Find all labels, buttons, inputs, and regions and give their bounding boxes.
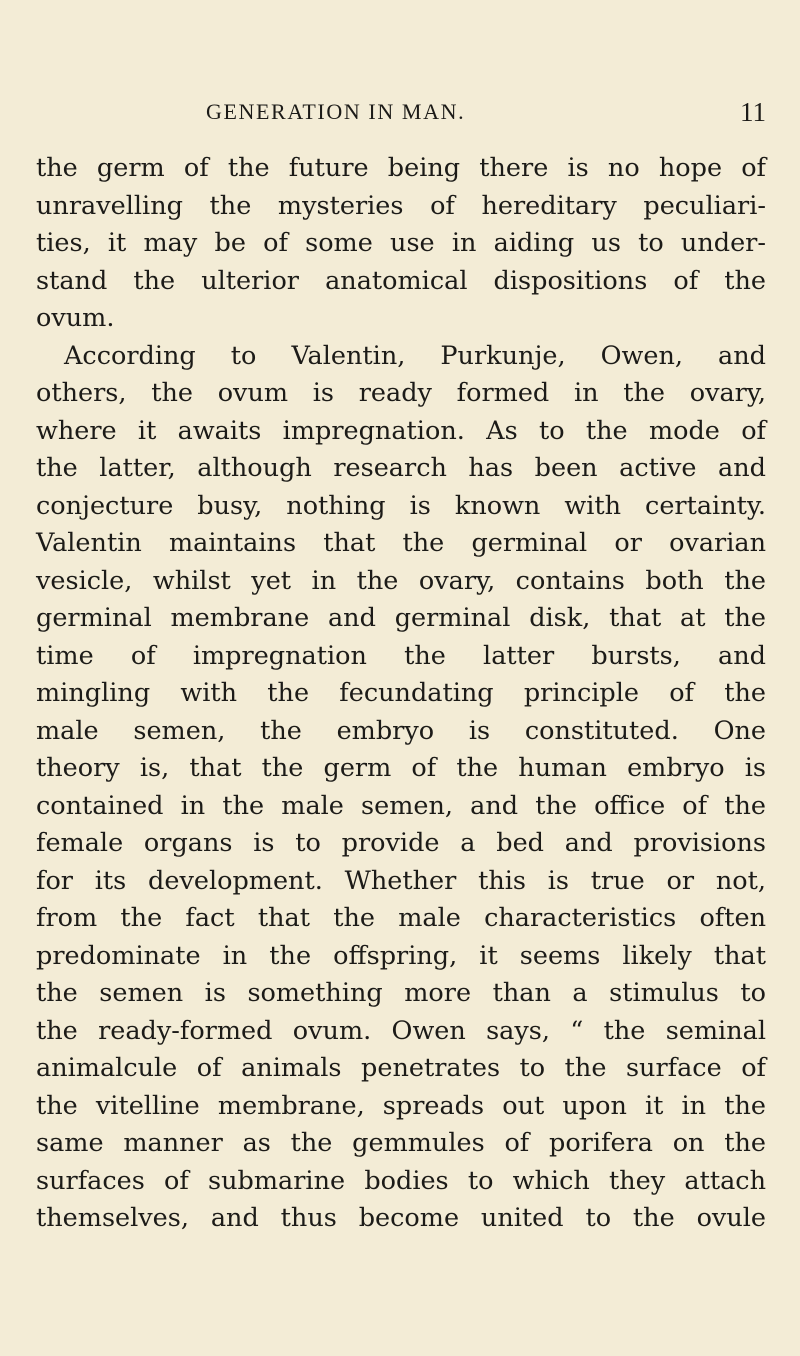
text-line: contained in the male semen, and the office of the [36, 790, 766, 821]
text-line: Valentin maintains that the germinal or ovarian [36, 528, 766, 558]
running-head [36, 96, 766, 128]
text-line: conjecture busy, nothing is known with certainty. [36, 490, 766, 521]
text-line: ovum. [36, 303, 115, 333]
text-line: germinal membrane and germinal disk, that at the [36, 603, 766, 633]
text-line: for its development. Whether this is true or not, [36, 865, 766, 896]
text-line: the semen is something more than a stimulus to [36, 978, 766, 1008]
text-line: unravelling the mysteries of hereditary peculiari- [36, 190, 766, 221]
text-line: predominate in the offspring, it seems likely that [36, 940, 766, 971]
text-line: animalcule of animals penetrates to the surface of [36, 1053, 766, 1083]
text-line: stand the ulterior anatomical dispositions of the [36, 265, 766, 296]
text-line: themselves, and thus become united to the ovule [36, 1203, 766, 1233]
text-line: vesicle, whilst yet in the ovary, contains both the [36, 565, 766, 596]
text-line: others, the ovum is ready formed in the ovary, [36, 378, 766, 408]
text-line: the vitelline membrane, spreads out upon it in the [36, 1090, 766, 1121]
text-line: the germ of the future being there is no hope of [36, 153, 766, 183]
text-line: where it awaits impregnation. As to the mode of [36, 415, 766, 446]
text-line: time of impregnation the latter bursts, and [36, 640, 766, 671]
text-line: from the fact that the male characteristics often [36, 903, 766, 933]
text-line: male semen, the embryo is constituted. One [36, 715, 766, 746]
text-line: ties, it may be of some use in aiding us to under- [36, 228, 766, 258]
text-line: theory is, that the germ of the human embryo is [36, 753, 766, 783]
page-number: 11 [740, 97, 766, 127]
text-line: same manner as the gemmules of porifera on the [36, 1128, 766, 1158]
text-line: mingling with the fecundating principle of the [36, 678, 766, 708]
text-line: surfaces of submarine bodies to which they attach [36, 1165, 766, 1196]
running-title: GENERATION IN MAN. [206, 99, 466, 124]
text-line: the latter, although research has been active and [36, 453, 766, 483]
text-line: female organs is to provide a bed and provisions [36, 828, 766, 858]
text-line: the ready-formed ovum. Owen says, “ the seminal [36, 1015, 766, 1046]
text-line: According to Valentin, Purkunje, Owen, and [64, 340, 766, 371]
body-text [36, 150, 766, 1238]
